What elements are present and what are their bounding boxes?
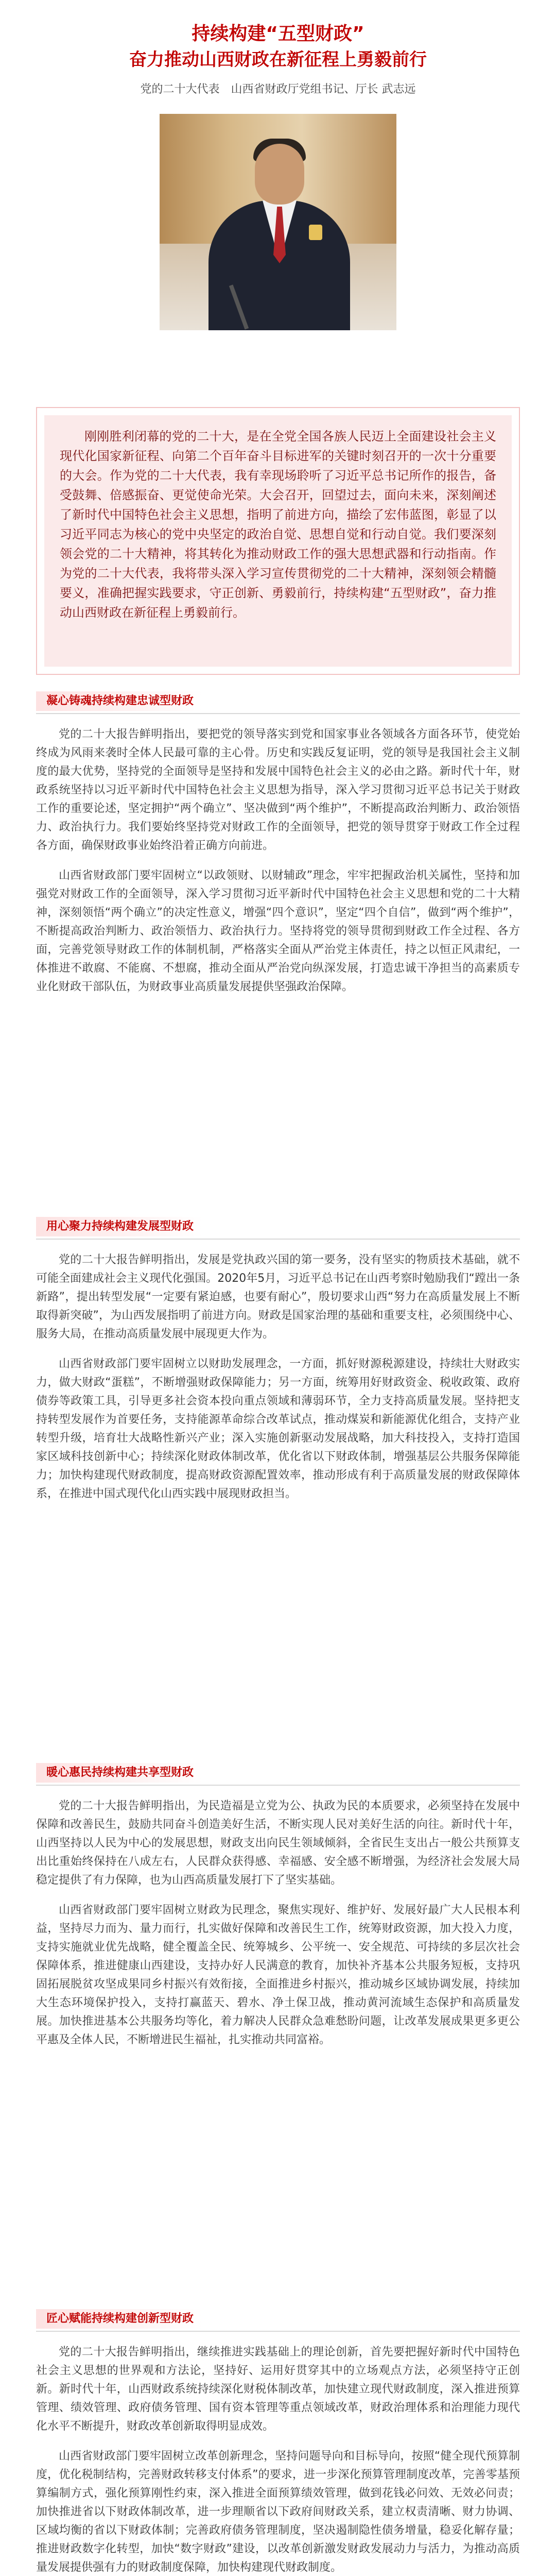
section-heading-label: 暖心惠民持续构建共享型财政 [36, 1763, 203, 1783]
intro-box [36, 407, 520, 675]
section-heading-label: 凝心铸魂持续构建忠诚型财政 [36, 691, 203, 711]
article-title-line2: 奋力推动山西财政在新征程上勇毅前行 [129, 49, 427, 70]
section-paragraph: 党的二十大报告鲜明指出，要把党的领导落实到党和国家事业各领域各方面各环节，使党始终成为风雨来袭时全体人民最可靠的主心骨。历史和实践反复证明，党的领导是我国社会主义制度的最大优势，坚持党的全面领导是坚持和发展中国特色社会主义的必由之路。新时代十年，财政系统坚持以习近平新时代中国特色社会主义思想为指导，深入学习贯彻习近平总书记关于财政工作的重要论述，坚定拥护“两个确立”、坚决做到“两个维护”，不断提高政治判断力、政治领悟力、政治执行力。我们要始终坚持党对财政工作的全面领导，把党的领导贯穿于财政工作全过程各方面，确保财政事业始终沿着正确方向前进。 [36, 728, 520, 852]
section-paragraph: 山西省财政部门要牢固树立以财助发展理念，一方面，抓好财源税源建设，持续壮大财政实力，做大财政“蛋糕”，不断增强财政保障能力；另一方面，统筹用好财政资金、税收政策、政府债券等政策工具，引导更多社会资本投向重点领域和薄弱环节，全力支持高质量发展。坚持把支持转型发展作为首要任务，支持能源革命综合改革试点，推动煤炭和新能源优化组合，支持产业转型升级，培育壮大战略性新兴产业；深入实施创新驱动发展战略，加大科技投入，支持打造国家区域科技创新中心；持续深化财政体制改革，优化省以下财政体制，增强基层公共服务保障能力；加快构建现代财政制度，提高财政资源配置效率，推动形成有利于高质量发展的财政保障体系，在推进中国式现代化山西实践中展现财政担当。 [36, 1358, 520, 1500]
section-heading [36, 2308, 520, 2332]
section-shared-finance [36, 1762, 520, 2303]
section-heading [36, 1216, 520, 1240]
section-paragraph: 党的二十大报告鲜明指出，继续推进实践基础上的理论创新，首先要把握好新时代中国特色社会主义思想的世界观和方法论，坚持好、运用好贯穿其中的立场观点方法，必须坚持守正创新。新时代十年，山西财政系统持续深化财税体制改革，加快建立现代财政制度，深入推进预算管理、绩效管理、政府债务管理、国有资本管理等重点领域改革，财政治理体系和治理能力现代化水平不断提升，财政改革创新取得明显成效。 [36, 2346, 520, 2433]
section-development-finance [36, 1216, 520, 1762]
article-title-line1: 持续构建“五型财政” [192, 23, 364, 44]
section-innovative-finance [36, 2308, 520, 2576]
section-heading-label: 用心聚力持续构建发展型财政 [36, 1217, 203, 1236]
section-heading [36, 690, 520, 714]
intro-paragraph: 刚刚胜利闭幕的党的二十大，是在全党全国各族人民迈上全面建设社会主义现代化国家新征程、向第二个百年奋斗目标进军的关键时刻召开的一次十分重要的大会。作为党的二十大代表，我有幸现场聆听了习近平总书记所作的报告，备受鼓舞、倍感振奋、更觉使命光荣。大会召开，回望过去，面向未来，深刻阐述了新时代中国特色社会主义思想，指明了前进方向，描绘了宏伟蓝图，彰显了以习近平同志为核心的党中央坚定的政治自觉、思想自觉和行动自觉。我们要深刻领会党的二十大精神，将其转化为推动财政工作的强大思想武器和行动指南。作为党的二十大代表，我将带头深入学习宣传贯彻党的二十大精神，深刻领会精髓要义，准确把握实践要求，守正创新、勇毅前行，持续构建“五型财政”，奋力推动山西财政在新征程上勇毅前行。 [60, 429, 496, 620]
section-paragraph: 党的二十大报告鲜明指出，发展是党执政兴国的第一要务，没有坚实的物质技术基础，就不可能全面建成社会主义现代化强国。2020年5月，习近平总书记在山西考察时勉励我们“蹚出一条新路”，提出转型发展“一定要有紧迫感，也要有耐心”，殷切要求山西“努力在高质量发展上不断取得新突破”，为山西发展指明了前进方向。财政是国家治理的基础和重要支柱，必须围绕中心、服务大局，在推动高质量发展中展现更大作为。 [36, 1253, 520, 1341]
section-paragraph: 山西省财政部门要牢固树立改革创新理念，坚持问题导向和目标导向，按照“健全现代预算制度，优化税制结构，完善财政转移支付体系”的要求，进一步深化预算管理制度改革，完善零基预算编制方式，强化预算刚性约束，深入推进全面预算绩效管理，做到花钱必问效、无效必问责；加快推进省以下财政体制改革，进一步理顺省以下政府间财政关系，建立权责清晰、财力协调、区域均衡的省以下财政体制；完善政府债务管理制度，坚决遏制隐性债务增量，稳妥化解存量；推进财政数字化转型，加快“数字财政”建设，以改革创新激发财政发展动力与活力，为推动高质量发展提供强有力的财政制度保障，加快构建现代财政制度。 [36, 2450, 520, 2574]
author-photo [160, 114, 396, 330]
delegate-badge-icon [309, 225, 322, 240]
section-paragraph: 党的二十大报告鲜明指出，为民造福是立党为公、执政为民的本质要求，必须坚持在发展中保障和改善民生，鼓励共同奋斗创造美好生活，不断实现人民对美好生活的向往。新时代十年，山西坚持以人民为中心的发展思想，财政支出向民生领域倾斜，全省民生支出占一般公共预算支出比重始终保持在八成左右，人民群众获得感、幸福感、安全感不断增强，为经济社会发展大局稳定提供了有力保障，也为山西高质量发展打下了坚实基础。 [36, 1800, 520, 1887]
section-loyal-finance [36, 690, 520, 1206]
section-paragraph: 山西省财政部门要牢固树立“以政领财、以财辅政”理念，牢牢把握政治机关属性，坚持和加强党对财政工作的全面领导，深入学习贯彻习近平新时代中国特色社会主义思想和党的二十大精神，深刻领悟“两个确立”的决定性意义，增强“四个意识”，坚定“四个自信”，做到“两个维护”，不断提高政治判断力、政治领悟力、政治执行力。坚持将党的领导贯彻到财政工作全过程、各方面，完善党领导财政工作的体制机制，严格落实全面从严治党主体责任，持之以恒正风肃纪，一体推进不敢腐、不能腐、不想腐，推动全面从严治党向纵深发展，打造忠诚干净担当的高素质专业化财政干部队伍，为财政事业高质量发展提供坚强政治保障。 [36, 869, 520, 993]
section-heading-label: 匠心赋能持续构建创新型财政 [36, 2309, 203, 2329]
section-paragraph: 山西省财政部门要牢固树立财政为民理念，聚焦实现好、维护好、发展好最广大人民根本利益，坚持尽力而为、量力而行，扎实做好保障和改善民生工作，统筹财政资源，加大投入力度，支持实施就业优先战略，健全覆盖全民、统筹城乡、公平统一、安全规范、可持续的多层次社会保障体系，推进健康山西建设，支持办好人民满意的教育，加快补齐基本公共服务短板，支持巩固拓展脱贫攻坚成果同乡村振兴有效衔接，全面推进乡村振兴，推动城乡区域协调发展，持续加大生态环境保护投入，支持打赢蓝天、碧水、净土保卫战，推动黄河流域生态保护和高质量发展。加快推进基本公共服务均等化，着力解决人民群众急难愁盼问题，让改革发展成果更多更公平惠及全体人民，不断增进民生福祉，扎实推动共同富裕。 [36, 1904, 520, 2046]
section-heading [36, 1762, 520, 1786]
article-header [0, 0, 556, 96]
author-byline: 党的二十大代表 山西省财政厅党组书记、厅长 武志远 [140, 83, 416, 96]
